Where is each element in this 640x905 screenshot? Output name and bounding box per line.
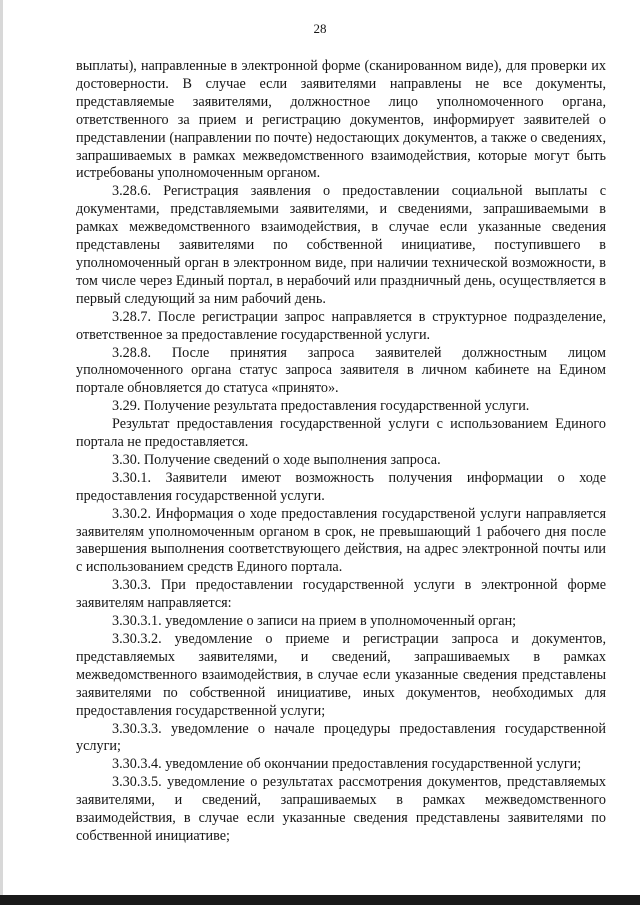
paragraph-result: Результат предоставления государственной услуги с использованием Единого портала не предоставляется. [76,416,606,451]
paragraph-3-30-3-5: 3.30.3.5. уведомление о результатах рассмотрения документов, представляемых заявителями, и сведений, запрашиваемых в рамках межведомственного взаимодействия, в случае если указанные сведения представлены заявителями по собственной инициативе; [76,774,606,844]
paragraph-3-30-3: 3.30.3. При предоставлении государственной услуги в электронной форме заявителям направляется: [76,577,606,612]
paragraph-3-30-3-3: 3.30.3.3. уведомление о начале процедуры предоставления государственной услуги; [76,720,606,755]
paragraph-3-30-3-1: 3.30.3.1. уведомление о записи на прием в уполномоченный орган; [112,613,517,630]
scan-bottom-edge [0,895,640,905]
paragraph-3-28-6: 3.28.6. Регистрация заявления о предоставлении социальной выплаты с документами, представляемыми заявителями, и сведениями, запрашиваемыми в рамках межведомственного взаимодействия, в случае если указанные сведения представлены заявителями по собственной инициативе, поступившего в уполномоченный орган в электронном виде, при наличии технической возможности, в том числе через Единый портал, в нерабочий или праздничный день, осуществляется в первый следующий за ним рабочий день. [76,183,606,307]
document-body [76,58,606,846]
paragraph-3-28-7: 3.28.7. После регистрации запрос направляется в структурное подразделение, ответственное за предоставление государственной услуги. [76,308,606,343]
paragraph-3-29: 3.29. Получение результата предоставления государственной услуги. [112,398,530,415]
page-number: 28 [313,21,327,36]
paragraph-continuation: выплаты), направленные в электронной форме (сканированном виде), для проверки их достоверности. В случае если заявителями направлены не все документы, представляемые заявителями, должностное лицо уполномоченного органа, ответственного за прием и регистрацию документов, информирует заявителей о представлении (направлении по почте) недостающих документов, а также о сведениях, запрашиваемых в рамках межведомственного взаимодействия, которые могут быть истребованы уполномоченным органом. [76,58,606,182]
paragraph-3-30-3-2: 3.30.3.2. уведомление о приеме и регистрации запроса и документов, представляемых заявителями, и сведений, запрашиваемых в рамках межведомственного взаимодействия, в случае если указанные сведения представлены заявителями по собственной инициативе, иных документов, необходимых для предоставления государственной услуги; [76,631,606,719]
scan-left-edge [0,0,3,905]
paragraph-3-30-2: 3.30.2. Информация о ходе предоставления государственой услуги направляется заявителям уполномоченным органом в срок, не превышающий 1 рабочего дня после завершения выполнения соответствующего действия, на адрес электронной почты или с использованием средств Единого портала. [76,505,606,576]
paragraph-3-30: 3.30. Получение сведений о ходе выполнения запроса. [112,451,441,468]
paragraph-3-30-3-4: 3.30.3.4. уведомление об окончании предоставления государственной услуги; [112,756,582,773]
paragraph-3-30-1: 3.30.1. Заявители имеют возможность получения информации о ходе предоставления государственной услуги. [76,469,606,504]
paragraph-3-28-8: 3.28.8. После принятия запроса заявителей должностным лицом уполномоченного органа статус запроса заявителя в личном кабинете на Едином портале обновляется до статуса «принято». [76,344,606,397]
